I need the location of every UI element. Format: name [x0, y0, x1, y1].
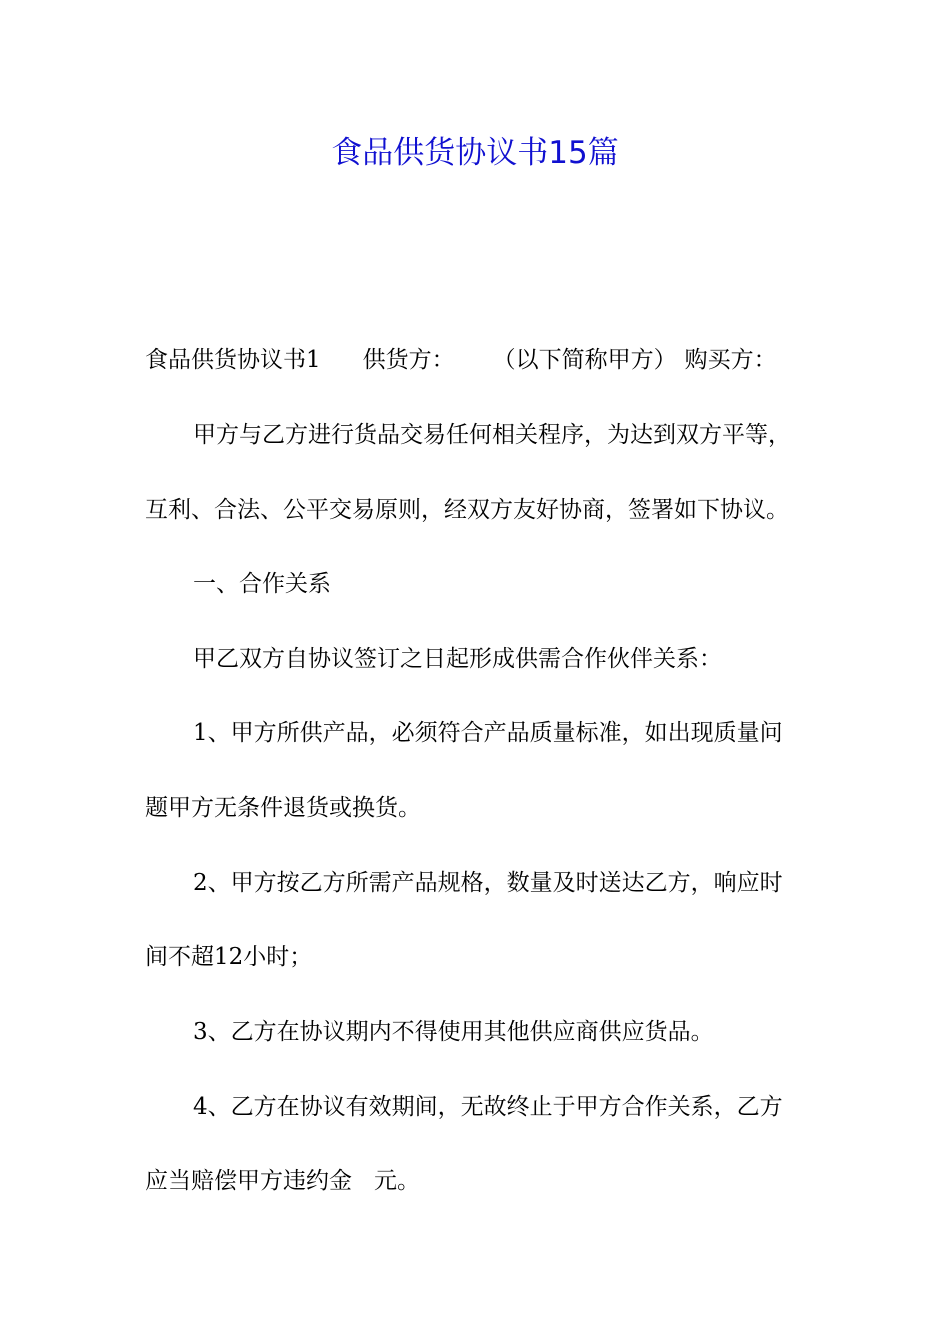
supplier-note: （以下简称甲方） [492, 347, 677, 373]
paragraph-line: 甲方与乙方进行货品交易任何相关程序，为达到双方平等， [193, 422, 791, 448]
doc-name: 食品供货协议书1 [145, 347, 321, 373]
clause-line: 题甲方无条件退货或换货。 [145, 795, 421, 821]
penalty-text: 应当赔偿甲方违约金 [145, 1168, 352, 1194]
clause-line [145, 1164, 825, 1198]
supplier-label: 供货方： [362, 347, 455, 373]
clause-line: 4、乙方在协议有效期间，无故终止于甲方合作关系，乙方 [193, 1094, 783, 1120]
document-title: 食品供货协议书15篇 [331, 135, 619, 171]
clause-line: 3、乙方在协议期内不得使用其他供应商供应货品。 [193, 1019, 714, 1045]
header-line [145, 343, 825, 377]
buyer-label: 购买方： [684, 347, 777, 373]
clause-line: 间不超12小时； [145, 944, 313, 970]
paragraph-line: 甲乙双方自协议签订之日起形成供需合作伙伴关系： [193, 646, 722, 672]
clause-line: 1、甲方所供产品，必须符合产品质量标准，如出现质量问 [193, 720, 783, 746]
penalty-unit: 元。 [374, 1168, 420, 1194]
section-heading: 一、合作关系 [193, 571, 331, 597]
clause-line: 2、甲方按乙方所需产品规格，数量及时送达乙方，响应时 [193, 870, 783, 896]
paragraph-line: 互利、合法、公平交易原则，经双方友好协商，签署如下协议。 [145, 497, 789, 523]
